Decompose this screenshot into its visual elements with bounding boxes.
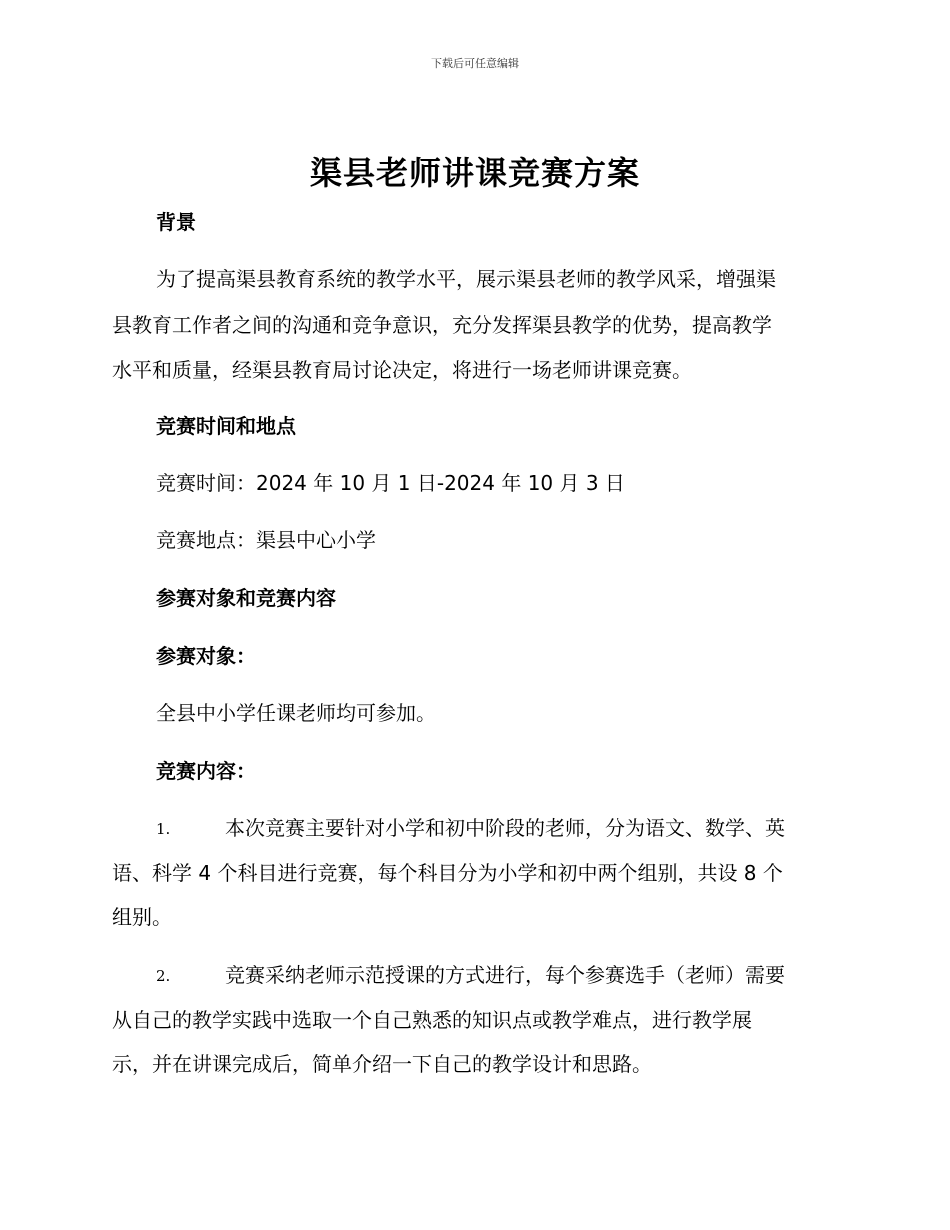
content-label: 竞赛内容： bbox=[156, 759, 256, 783]
list-item-2-line-1: 竞赛采纳老师示范授课的方式进行，每个参赛选手（老师）需要 bbox=[225, 963, 785, 987]
background-line-1: 为了提高渠县教育系统的教学水平，展示渠县老师的教学风采，增强渠 bbox=[156, 267, 776, 291]
header-note: 下载后可任意编辑 bbox=[431, 57, 519, 70]
list-item-1-line-3: 组别。 bbox=[112, 905, 172, 929]
competition-time: 竞赛时间：2024 年 10 月 1 日-2024 年 10 月 3 日 bbox=[156, 471, 625, 495]
list-item-2-line-2: 从自己的教学实践中选取一个自己熟悉的知识点或教学难点，进行教学展 bbox=[112, 1008, 752, 1032]
list-item-number: 2. bbox=[156, 967, 171, 985]
list-item-2-line-3: 示，并在讲课完成后，简单介绍一下自己的教学设计和思路。 bbox=[112, 1052, 652, 1076]
background-line-2: 县教育工作者之间的沟通和竞争意识，充分发挥渠县教学的优势，提高教学 bbox=[112, 313, 772, 337]
section-heading-time-place: 竞赛时间和地点 bbox=[156, 414, 296, 438]
participants-text: 全县中小学任课老师均可参加。 bbox=[156, 701, 436, 725]
section-heading-background: 背景 bbox=[156, 210, 196, 234]
list-item-1-line-1: 本次竞赛主要针对小学和初中阶段的老师，分为语文、数学、英 bbox=[225, 816, 785, 840]
page-title: 渠县老师讲课竞赛方案 bbox=[309, 154, 640, 192]
competition-place: 竞赛地点：渠县中心小学 bbox=[156, 528, 376, 552]
section-heading-participants-content: 参赛对象和竞赛内容 bbox=[156, 586, 336, 610]
participants-label: 参赛对象： bbox=[156, 644, 256, 668]
list-item-1-line-2: 语、科学 4 个科目进行竞赛，每个科目分为小学和初中两个组别，共设 8 个 bbox=[112, 861, 783, 885]
background-line-3: 水平和质量，经渠县教育局讨论决定，将进行一场老师讲课竞赛。 bbox=[112, 358, 692, 382]
list-item-number: 1. bbox=[156, 820, 171, 838]
